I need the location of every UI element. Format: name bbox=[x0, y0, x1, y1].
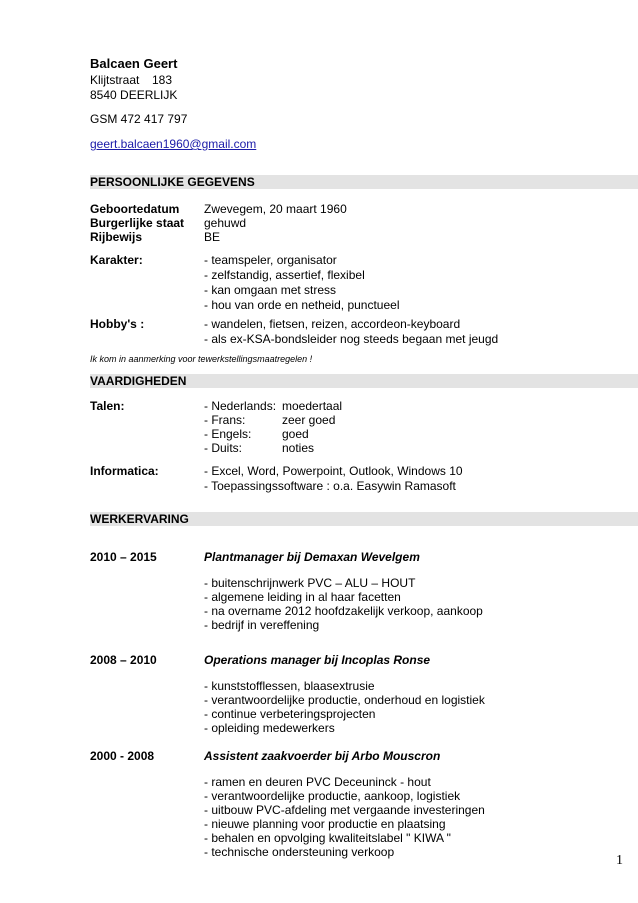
street: Klijtstraat bbox=[90, 73, 140, 87]
job-item: - verantwoordelijke productie, onderhoud en logistiek bbox=[204, 693, 485, 707]
character-item: - hou van orde en netheid, punctueel bbox=[204, 298, 400, 312]
character-item: - teamspeler, organisator bbox=[204, 253, 337, 267]
language-name: - Engels: bbox=[204, 427, 252, 441]
birthdate-label: Geboortedatum bbox=[90, 202, 180, 216]
informatics-item: - Excel, Word, Powerpoint, Outlook, Windows 10 bbox=[204, 464, 463, 478]
job-item: - na overname 2012 hoofdzakelijk verkoop, aankoop bbox=[204, 604, 483, 618]
informatics-label: Informatica: bbox=[90, 464, 159, 478]
section-heading-skills: VAARDIGHEDEN bbox=[90, 374, 187, 388]
job-item: - kunststofflessen, blaasextrusie bbox=[204, 679, 375, 693]
job-title: Operations manager bij Incoplas Ronse bbox=[204, 653, 431, 667]
section-heading-personal: PERSOONLIJKE GEGEVENS bbox=[90, 175, 255, 189]
hobby-item: - wandelen, fietsen, reizen, accordeon-keyboard bbox=[204, 317, 461, 331]
language-level: goed bbox=[282, 427, 309, 441]
job-period: 2008 – 2010 bbox=[90, 653, 157, 667]
eligibility-note: Ik kom in aanmerking voor tewerkstellingsmaatregelen ! bbox=[90, 354, 313, 364]
job-item: - opleiding medewerkers bbox=[204, 721, 335, 735]
email-link[interactable]: geert.balcaen1960@gmail.com bbox=[90, 137, 257, 151]
job-item: - ramen en deuren PVC Deceuninck - hout bbox=[204, 775, 431, 789]
house-number: 183 bbox=[152, 73, 173, 87]
job-item: - technische ondersteuning verkoop bbox=[204, 845, 395, 859]
marital-status-value: gehuwd bbox=[204, 216, 247, 230]
job-period: 2000 - 2008 bbox=[90, 749, 155, 763]
job-item: - nieuwe planning voor productie en plaatsing bbox=[204, 817, 446, 831]
character-item: - zelfstandig, assertief, flexibel bbox=[204, 268, 365, 282]
job-title: Plantmanager bij Demaxan Wevelgem bbox=[204, 550, 420, 564]
marital-status-label: Burgerlijke staat bbox=[90, 216, 185, 230]
section-heading-experience: WERKERVARING bbox=[90, 512, 189, 526]
city: 8540 DEERLIJK bbox=[90, 88, 178, 102]
language-level: zeer goed bbox=[282, 413, 336, 427]
job-title: Assistent zaakvoerder bij Arbo Mouscron bbox=[204, 749, 441, 763]
job-item: - buitenschrijnwerk PVC – ALU – HOUT bbox=[204, 576, 416, 590]
birthdate-value: Zwevegem, 20 maart 1960 bbox=[204, 202, 347, 216]
character-label: Karakter: bbox=[90, 253, 143, 267]
phone: GSM 472 417 797 bbox=[90, 112, 188, 126]
language-level: noties bbox=[282, 441, 315, 455]
job-item: - continue verbeteringsprojecten bbox=[204, 707, 376, 721]
license-value: BE bbox=[204, 230, 221, 244]
applicant-name: Balcaen Geert bbox=[90, 56, 178, 71]
language-name: - Duits: bbox=[204, 441, 243, 455]
language-name: - Nederlands: bbox=[204, 399, 277, 413]
informatics-item: - Toepassingssoftware : o.a. Easywin Ramasoft bbox=[204, 479, 456, 493]
language-level: moedertaal bbox=[282, 399, 343, 413]
hobby-item: - als ex-KSA-bondsleider nog steeds begaan met jeugd bbox=[204, 332, 499, 346]
job-item: - verantwoordelijke productie, aankoop, logistiek bbox=[204, 789, 461, 803]
job-item: - uitbouw PVC-afdeling met vergaande investeringen bbox=[204, 803, 485, 817]
job-period: 2010 – 2015 bbox=[90, 550, 157, 564]
language-name: - Frans: bbox=[204, 413, 246, 427]
page-number: 1 bbox=[616, 853, 623, 868]
languages-label: Talen: bbox=[90, 399, 125, 413]
job-item: - behalen en opvolging kwaliteitslabel " KIWA " bbox=[204, 831, 451, 845]
license-label: Rijbewijs bbox=[90, 230, 143, 244]
hobbies-label: Hobby's : bbox=[90, 317, 145, 331]
job-item: - bedrijf in vereffening bbox=[204, 618, 320, 632]
character-item: - kan omgaan met stress bbox=[204, 283, 337, 297]
job-item: - algemene leiding in al haar facetten bbox=[204, 590, 401, 604]
